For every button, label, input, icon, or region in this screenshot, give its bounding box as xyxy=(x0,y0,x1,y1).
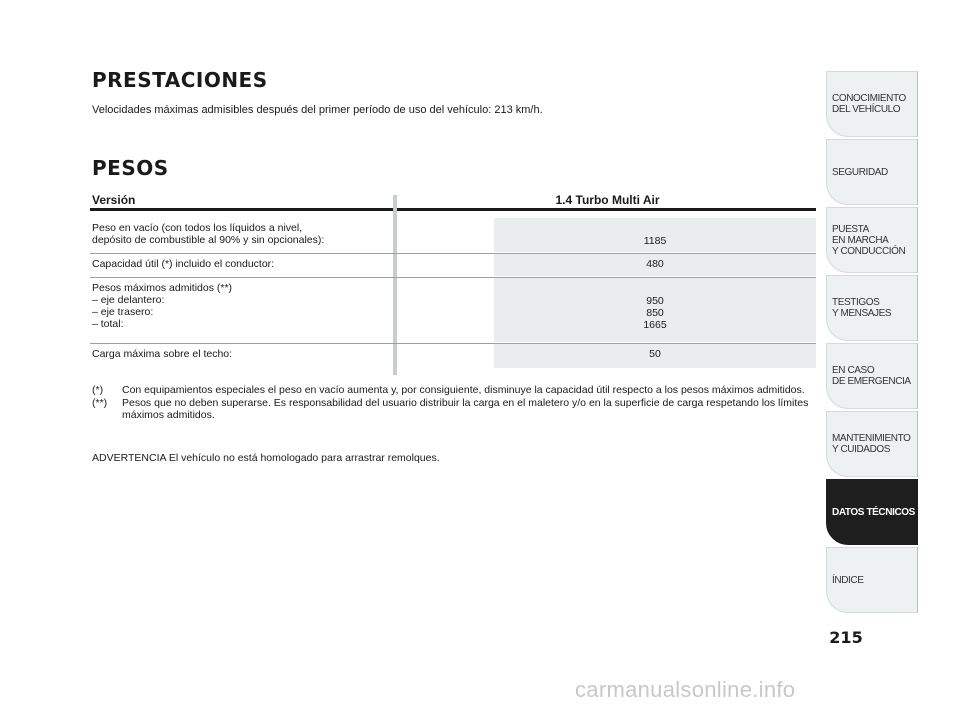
warning-text: ADVERTENCIA El vehículo no está homologado para arrastrar remolques. xyxy=(92,452,440,464)
tab-label: DATOS TÉCNICOS xyxy=(832,506,915,518)
row-label: Peso en vacío (con todos los líquidos a nivel, depósito de combustible al 90% y sin opcionales): xyxy=(92,222,325,246)
tab-mantenimiento[interactable] xyxy=(826,411,918,477)
tab-indice[interactable] xyxy=(826,547,918,613)
pesos-title: PESOS xyxy=(92,156,169,180)
tab-label: PUESTA EN MARCHA Y CONDUCCIÓN xyxy=(832,223,906,257)
prestaciones-title: PRESTACIONES xyxy=(92,68,268,92)
tab-conocimiento[interactable] xyxy=(826,71,918,137)
row-label: Capacidad útil (*) incluido el conductor: xyxy=(92,258,275,270)
tab-testigos[interactable] xyxy=(826,275,918,341)
tab-label: SEGURIDAD xyxy=(832,166,888,178)
footnotes xyxy=(92,384,812,422)
watermark: carmanualsonline.info xyxy=(575,677,796,702)
footnote xyxy=(92,397,812,422)
tab-label: ÍNDICE xyxy=(832,574,864,586)
engine-header: 1.4 Turbo Multi Air xyxy=(555,193,660,207)
tab-puesta-en-marcha[interactable] xyxy=(826,207,918,273)
tab-label: EN CASO DE EMERGENCIA xyxy=(832,365,911,387)
footnote-mark: (*) xyxy=(92,384,104,396)
table-row xyxy=(90,278,816,342)
table-row xyxy=(90,218,816,252)
row-value: 950 850 1665 xyxy=(494,278,816,342)
table-row xyxy=(90,254,816,276)
row-label: Pesos máximos admitidos (**) – eje delantero: – eje trasero: – total: xyxy=(92,282,233,330)
tab-seguridad[interactable] xyxy=(826,139,918,205)
footnote xyxy=(92,384,812,397)
row-value: 50 xyxy=(494,344,816,368)
tab-datos-tecnicos[interactable] xyxy=(826,479,918,545)
tab-emergencia[interactable] xyxy=(826,343,918,409)
row-value: 1185 xyxy=(494,218,816,252)
page-number: 215 xyxy=(829,628,863,647)
table-row xyxy=(90,344,816,368)
tab-label: TESTIGOS Y MENSAJES xyxy=(832,297,892,319)
prestaciones-text: Velocidades máximas admisibles después del primer período de uso del vehículo: 213 km/h. xyxy=(92,104,543,116)
tab-label: CONOCIMIENTO DEL VEHÍCULO xyxy=(832,93,906,115)
tab-label: MANTENIMIENTO Y CUIDADOS xyxy=(832,433,911,455)
row-label: Carga máxima sobre el techo: xyxy=(92,348,233,360)
row-value: 480 xyxy=(494,254,816,276)
version-header: Versión xyxy=(92,193,136,207)
header-rule xyxy=(90,208,816,211)
footnote-text: Con equipamientos especiales el peso en vacío aumenta y, por consiguiente, disminuye la capacidad útil respecto a los pesos máximos admitidos. xyxy=(122,384,805,396)
footnote-mark: (**) xyxy=(92,396,108,409)
footnote-text: Pesos que no deben superarse. Es responsabilidad del usuario distribuir la carga en el maletero y/o en la superficie de carga respetando los límites máximos admitidos. xyxy=(122,396,809,421)
